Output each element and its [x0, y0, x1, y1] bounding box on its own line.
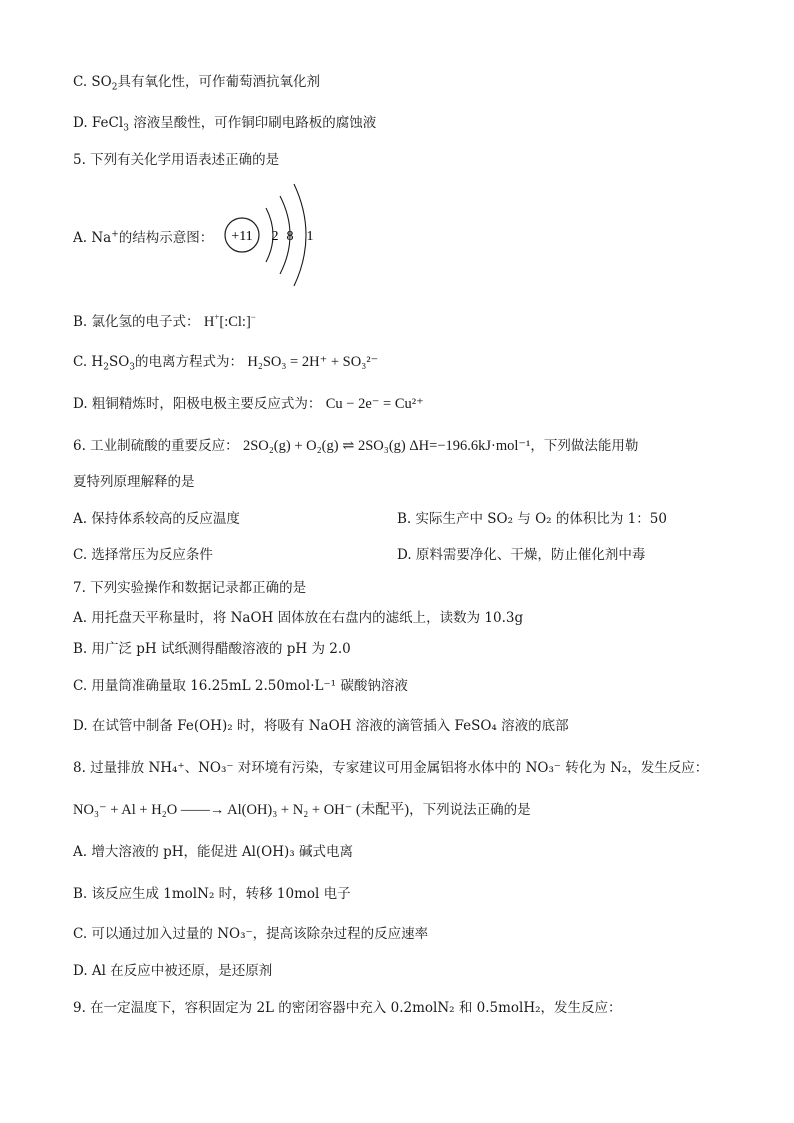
shell-count-2: 8 — [286, 229, 294, 244]
nucleus-label: +11 — [231, 229, 253, 244]
q5-option-a: A. Na+的结构示意图： — [73, 229, 214, 246]
q6-option-c: C. 选择常压为反应条件 — [73, 547, 213, 563]
q6-stem-line1: 6. 工业制硫酸的重要反应： 2SO₂(g) + O₂(g) ⇌ 2SO₃(g) ΔH=−196.6kJ·mol⁻¹，下列做法能用勒 — [73, 438, 639, 454]
q8-option-c: C. 可以通过加入过量的 NO₃⁻，提高该除杂过程的反应速率 — [73, 926, 429, 942]
shell-count-1: 2 — [271, 229, 279, 244]
q8-option-d: D. Al 在反应中被还原，是还原剂 — [73, 963, 273, 979]
shell-arc-3 — [294, 184, 306, 286]
sulfuric-reaction-equation: 2SO₂(g) + O₂(g) ⇌ 2SO₃(g) ΔH=−196.6kJ·mol⁻¹ — [242, 438, 531, 454]
shell-count-3: 1 — [306, 229, 314, 244]
q7-option-b: B. 用广泛 pH 试纸测得醋酸溶液的 pH 为 2.0 — [73, 641, 351, 657]
q5-option-d: D. 粗铜精炼时，阳极电极主要反应式为： Cu − 2e⁻ = Cu²⁺ — [73, 396, 424, 412]
hcl-electron-formula: H+[:Cl:]− — [203, 312, 256, 330]
q6-option-a: A. 保持体系较高的反应温度 — [73, 511, 240, 527]
q9-stem: 9. 在一定温度下，容积固定为 2L 的密闭容器中充入 0.2molN₂ 和 0.5molH₂，发生反应： — [73, 1000, 622, 1016]
q8-stem-line2: NO₃⁻ + Al + H₂O ——→ Al(OH)₃ + N₂ + OH⁻ (未配平)，下列说法正确的是 — [73, 802, 531, 818]
q8-option-b: B. 该反应生成 1molN₂ 时，转移 10mol 电子 — [73, 886, 351, 902]
q6-stem-line2: 夏特列原理解释的是 — [73, 474, 195, 490]
q5-option-b: B. 氯化氢的电子式： H+[:Cl:]− — [73, 312, 256, 330]
q4-option-d: D. FeCl$_3$ 溶液呈酸性，可作铜印刷电路板的腐蚀液 — [73, 115, 377, 134]
q7-option-a: A. 用托盘天平称量时，将 NaOH 固体放在右盘内的滤纸上，读数为 10.3g — [73, 610, 524, 626]
q5-option-c: C. $H_2SO_3$的电离方程式为： H₂SO₃ = 2H⁺ + SO₃²⁻ — [73, 354, 379, 373]
q5-stem: 5. 下列有关化学用语表述正确的是 — [73, 152, 280, 168]
anode-equation: Cu − 2e⁻ = Cu²⁺ — [325, 396, 424, 412]
q8-stem-line1: 8. 过量排放 NH₄⁺、NO₃⁻ 对环境有污染，专家建议可用金属铝将水体中的 NO₃⁻ 转化为 N₂，发生反应： — [73, 760, 709, 776]
na-atom-structure-diagram — [222, 178, 322, 288]
q6-option-b: B. 实际生产中 SO₂ 与 O₂ 的体积比为 1：50 — [397, 511, 667, 527]
ionization-equation: H₂SO₃ = 2H⁺ + SO₃²⁻ — [247, 354, 379, 370]
q7-stem: 7. 下列实验操作和数据记录都正确的是 — [73, 580, 307, 596]
aluminum-reaction-equation: NO₃⁻ + Al + H₂O ——→ Al(OH)₃ + N₂ + OH⁻ (未配平) — [73, 802, 410, 818]
q7-option-d: D. 在试管中制备 Fe(OH)₂ 时，将吸有 NaOH 溶液的滴管插入 FeSO₄ 溶液的底部 — [73, 718, 569, 734]
q7-option-c: C. 用量筒准确量取 16.25mL 2.50mol·L⁻¹ 碳酸钠溶液 — [73, 678, 408, 694]
q4-option-c: C. $SO_2$具有氧化性，可作葡萄酒抗氧化剂 — [73, 74, 320, 93]
q6-option-d: D. 原料需要净化、干燥，防止催化剂中毒 — [397, 547, 646, 563]
q8-option-a: A. 增大溶液的 pH，能促进 Al(OH)₃ 碱式电离 — [73, 844, 353, 860]
